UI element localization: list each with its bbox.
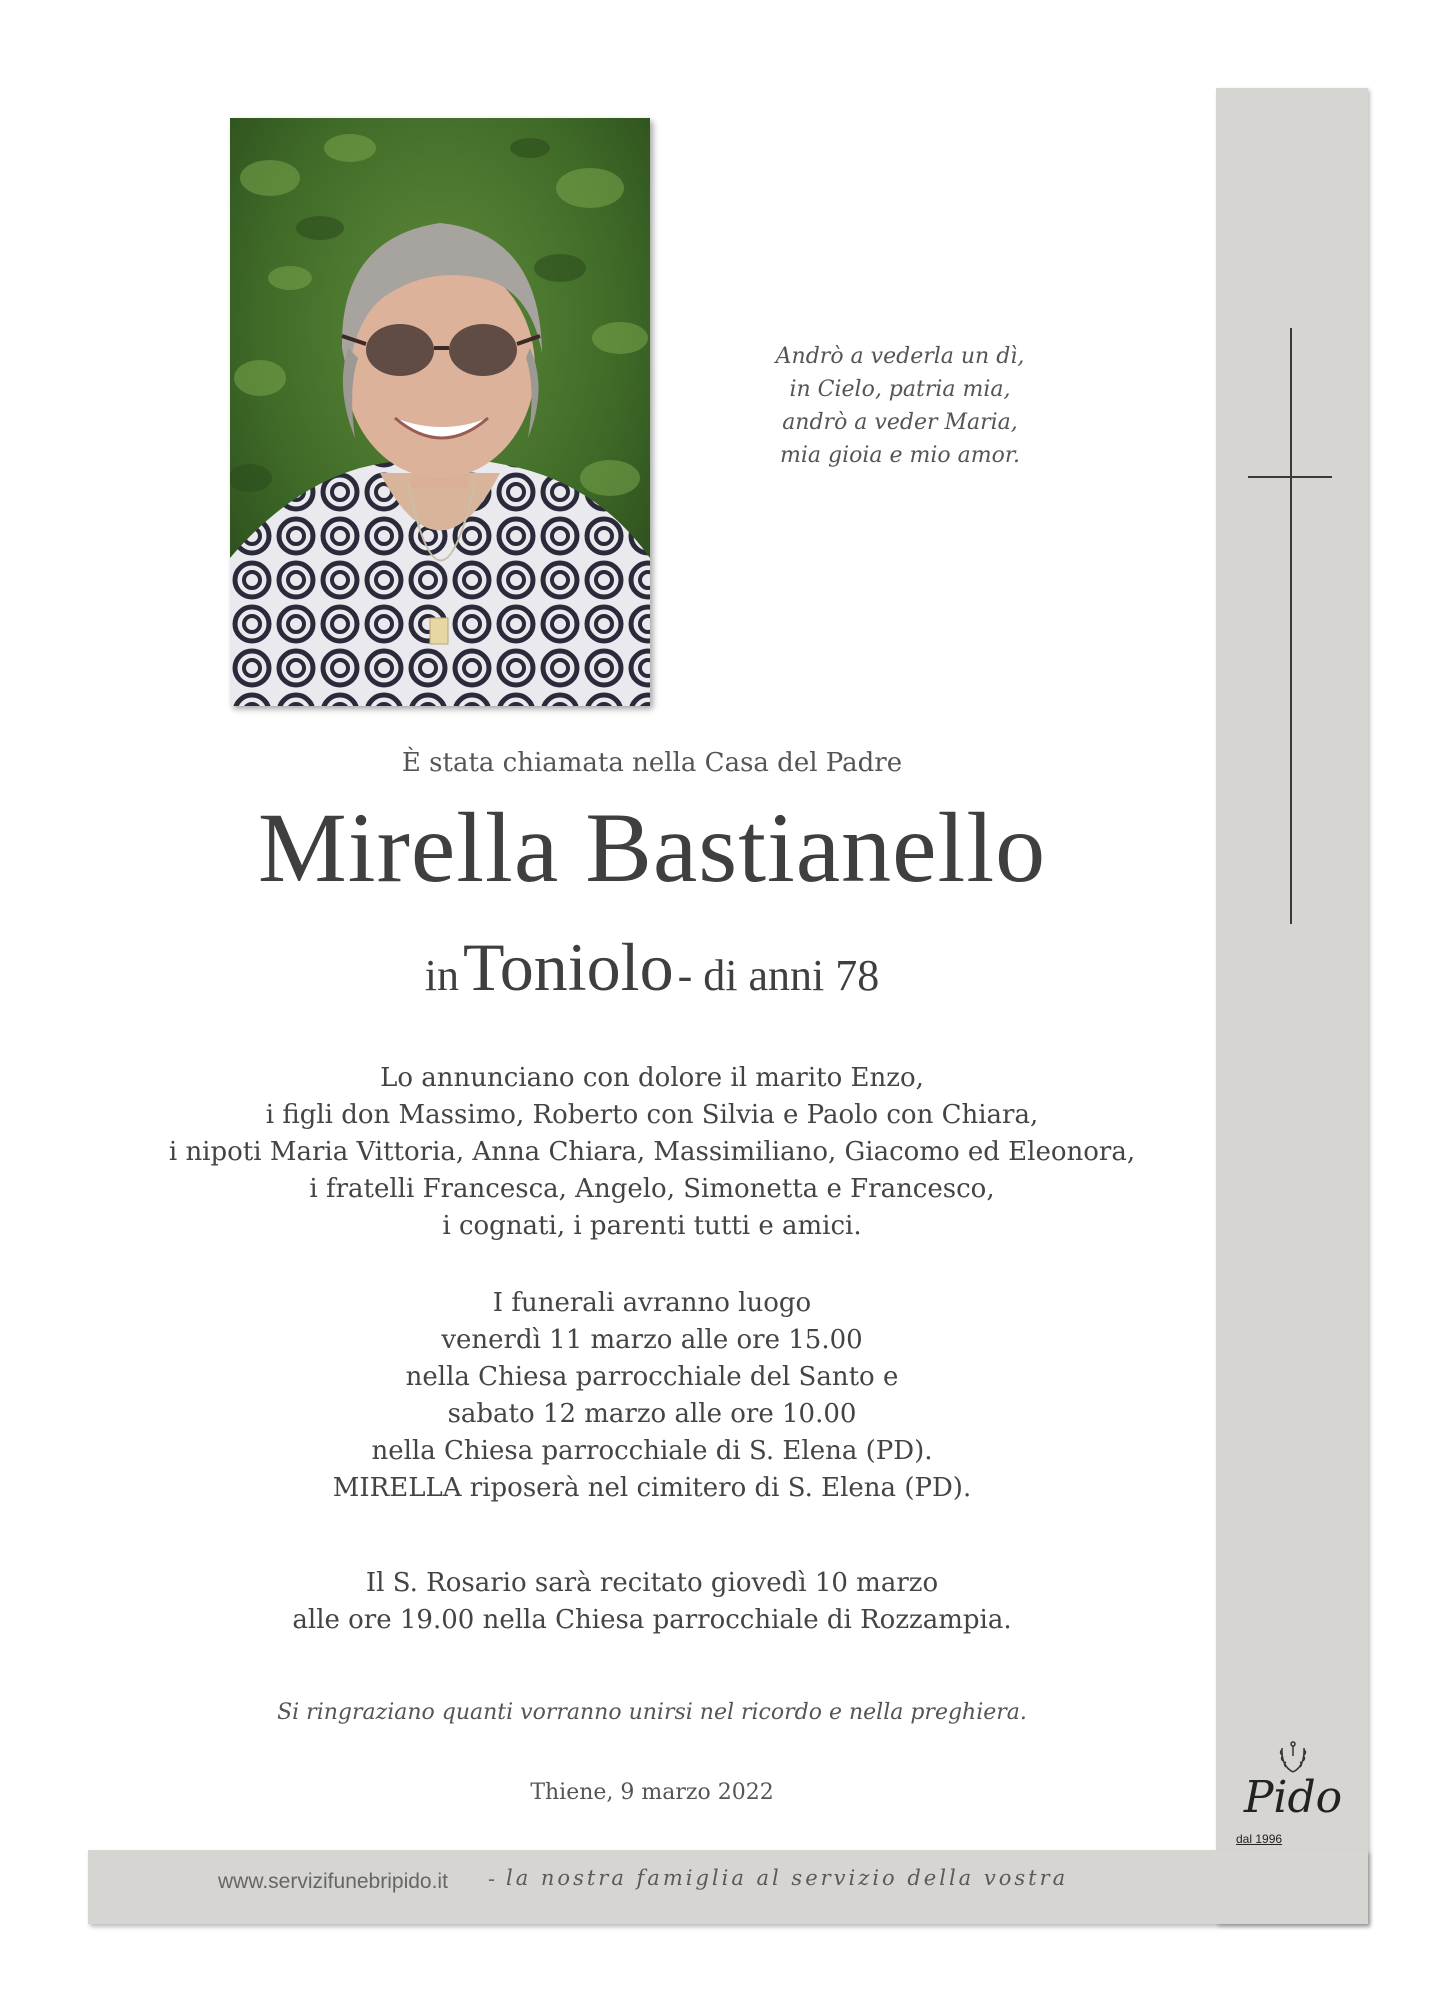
rosary-info [88, 1565, 1216, 1639]
funeral-line: MIRELLA riposerà nel cimitero di S. Elena (PD). [332, 1473, 972, 1503]
married-line [88, 928, 1216, 1007]
deceased-name: Mirella Bastianello [257, 792, 1047, 903]
announcement-line: Lo annunciano con dolore il marito Enzo, [380, 1063, 924, 1093]
side-band [1216, 88, 1368, 1924]
intro-text: È stata chiamata nella Casa del Padre [401, 748, 903, 778]
funeral-info [88, 1285, 1216, 1507]
funeral-line: I funerali avranno luogo [492, 1288, 812, 1318]
logo-since: dal 1996 [1236, 1832, 1283, 1846]
portrait-photo [230, 118, 650, 706]
poem-line: in Cielo, patria mia, [789, 377, 1011, 402]
funeral-line: nella Chiesa parrocchiale del Santo e [405, 1362, 899, 1392]
funeral-line: nella Chiesa parrocchiale di S. Elena (PD). [371, 1436, 933, 1466]
married-prefix: in [424, 951, 459, 1000]
footer-motto: la nostra famiglia al servizio della vostra [506, 1866, 1069, 1890]
place-date: Thiene, 9 marzo 2022 [530, 1780, 774, 1805]
poem-line: mia gioia e mio amor. [780, 443, 1020, 468]
thanks-text: Si ringraziano quanti vorranno unirsi nel ricordo e nella preghiera. [277, 1700, 1027, 1725]
rosary-line: alle ore 19.00 nella Chiesa parrocchiale di Rozzampia. [292, 1605, 1012, 1635]
wreath-icon [1277, 1740, 1309, 1774]
cross-icon-horizontal [1248, 476, 1332, 478]
married-surname: Toniolo [463, 929, 674, 1005]
footer-separator: - [488, 1868, 495, 1891]
age-text: - di anni 78 [677, 951, 880, 1000]
funeral-line: sabato 12 marzo alle ore 10.00 [447, 1399, 857, 1429]
funeral-line: venerdì 11 marzo alle ore 15.00 [441, 1325, 863, 1355]
logo-name: Pido [1243, 1772, 1343, 1823]
poem [720, 340, 1080, 472]
announcement-line: i nipoti Maria Vittoria, Anna Chiara, Massimiliano, Giacomo ed Eleonora, [168, 1137, 1136, 1167]
poem-line: Andrò a vederla un dì, [775, 344, 1025, 369]
footer-url-link[interactable]: www.servizifunebripido.it [218, 1870, 448, 1893]
cross-icon-vertical [1290, 328, 1292, 924]
poem-line: andrò a veder Maria, [782, 410, 1018, 435]
announcement-line: i figli don Massimo, Roberto con Silvia e Paolo con Chiara, [265, 1100, 1039, 1130]
announcement [88, 1060, 1216, 1245]
announcement-line: i fratelli Francesca, Angelo, Simonetta e Francesco, [309, 1174, 995, 1204]
pido-logo [1228, 1740, 1358, 1850]
rosary-line: Il S. Rosario sarà recitato giovedì 10 marzo [365, 1568, 939, 1598]
announcement-line: i cognati, i parenti tutti e amici. [442, 1211, 862, 1241]
